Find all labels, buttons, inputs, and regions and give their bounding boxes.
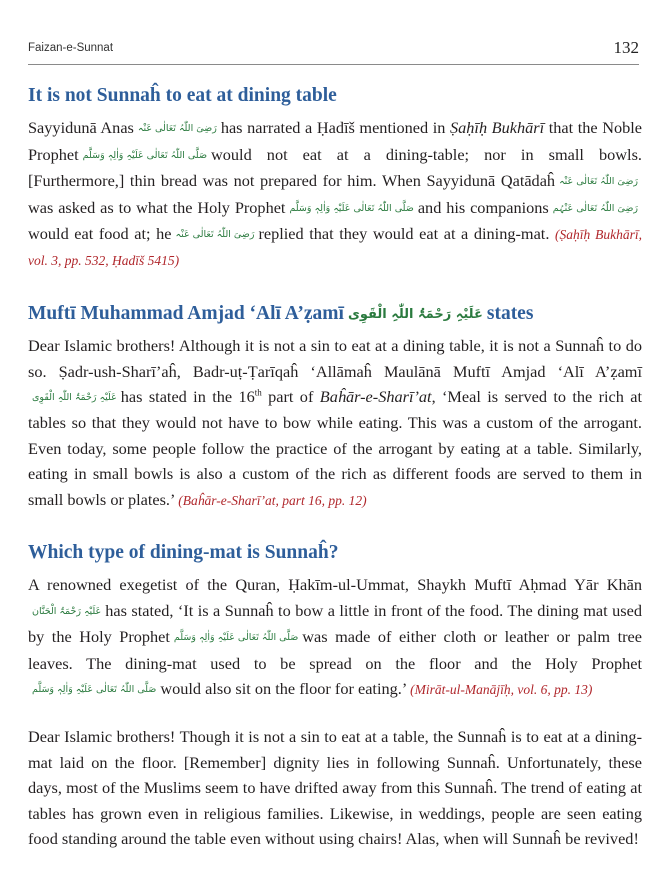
paragraph: Dear Islamic brothers! Though it is not a sin to eat at a table, the Sunnaĥ is to eat at a dining-mat laid on the floor. [Remember] dignity lies in following Sunnaĥ. Unfortunately, these days, most of the Muslims seem to have drifted away from this Sunnaĥ. The trend of eating at tables has grown even in religious families. Likewise, in weddings, people are seen eating food standing around the table even without using chairs! Alas, when will Sunnaĥ be revived! [28,727,642,849]
section-heading [28,302,642,326]
text: has stated in the 16 [120,387,255,406]
text: Dear Islamic brothers! Although it is not a sin to eat at a dining table, it is not a Sunnaĥ to do so. Ṣadr-ush-Sharī’aĥ, Badr-uṭ-Ṭarīqaĥ ‘Allāmaĥ Maulānā Muftī Amjad ‘Alī A’ẓamī [28,336,642,381]
text: A renowned exegetist of the Quran, Ḥakīm-ul-Ummat, Shaykh Muftī Aḥmad Yār Khān [28,575,642,595]
honorific: صَلَّی اللّٰہُ تَعَالٰی عَلَیْہِ وَاٰلِہٖ وَسَلَّم [82,149,208,161]
superscript: th [254,387,262,398]
honorific: صَلَّی اللّٰہُ تَعَالٰی عَلَیْہِ وَاٰلِہٖ وَسَلَّم [32,684,157,696]
heading-text: states [486,302,534,324]
book-reference: Ṣaḥīḥ Bukhārī [450,118,545,138]
book-reference: Baĥār-e-Sharī’at [319,387,432,406]
text: has stated, ‘It is a Sunnaĥ to bow a little in front of the food. The dining mat used by the Holy Prophet [28,600,642,647]
text: that the Noble Prophet [28,118,643,164]
paragraph [28,333,642,513]
text: would also sit on the floor for eating.’ [160,679,407,699]
honorific: رَضِیَ اللّٰہُ تَعَالٰی عَنْہ [137,123,217,135]
section-dining-table [28,84,642,274]
text: would not eat at a dining-table; nor in small bowls. [Furthermore,] thin bread was not prepared for him. When Sayyidunā Qatādaĥ [28,144,642,191]
honorific: صَلَّی اللّٰہُ تَعَالٰی عَلَیْہِ وَاٰلِہٖ وَسَلَّم [289,202,414,214]
text: was made of either cloth or leather or palm tree leaves. The dining-mat used to be spread on the floor and the Holy Prophet [28,627,642,673]
text: would eat food at; he [28,224,172,243]
text: Sayyidunā Anas [28,118,134,138]
text: was asked as to what the Holy Prophet [28,197,286,217]
heading-honorific: عَلَیْہِ رَحْمَۃُ اللّٰہِ الْقَوِی [347,306,483,322]
section-mufti-amjad [28,302,642,513]
citation: (Mirāt-ul-Manājīḥ, vol. 6, pp. 13) [410,682,593,698]
honorific: عَلَیْہِ رَحْمَۃُ اللّٰہِ الْقَوِی [32,392,117,403]
honorific: رَضِیَ اللّٰہُ تَعَالٰی عَنْہ [175,229,255,240]
citation: (Baĥār-e-Sharī’at, part 16, pp. 12) [178,492,367,508]
heading-text: Muftī Muhammad Amjad ‘Alī A’ẓamī [28,302,344,324]
section-heading: It is not Sunnaĥ to eat at dining table [28,85,337,106]
text: part of [268,387,314,406]
paragraph [28,572,642,702]
honorific: رَضِیَ اللّٰہُ تَعَالٰی عَنْہُم [552,202,639,214]
paragraph [28,115,642,273]
page-content [28,84,642,879]
citation: (Ṣaḥīḥ Bukhārī, vol. 3, pp. 532, Ḥadīš 5415) [28,227,642,269]
text: , ‘Meal is served to the rich at tables so that they would not have to bow while eating. This was a custom of the arrogant. Even today, some people follow the practice of the arrogant by eating at a table. Similarly, eating in small bowls is also a custom of the rich as different foods are served to them in small bowls or plates.’ [28,387,643,509]
text: and his companions [417,197,549,217]
book-title: Faizan-e-Sunnat [28,42,114,54]
text: has narrated a Ḥadīš mentioned in [220,118,446,138]
honorific: عَلَیْہِ رَحْمَۃُ الْحَنَّان [32,605,102,617]
section-dining-mat [28,541,642,851]
text: replied that they would eat at a dining-mat. [258,224,550,243]
honorific: صَلَّی اللّٰہُ تَعَالٰی عَلَیْہِ وَاٰلِہٖ وَسَلَّم [173,632,299,644]
page-number: 132 [613,38,639,57]
section-heading: Which type of dining-mat is Sunnaĥ? [28,542,339,564]
running-header [28,30,639,65]
honorific: رَضِیَ اللّٰہُ تَعَالٰی عَنْہ [559,176,638,188]
